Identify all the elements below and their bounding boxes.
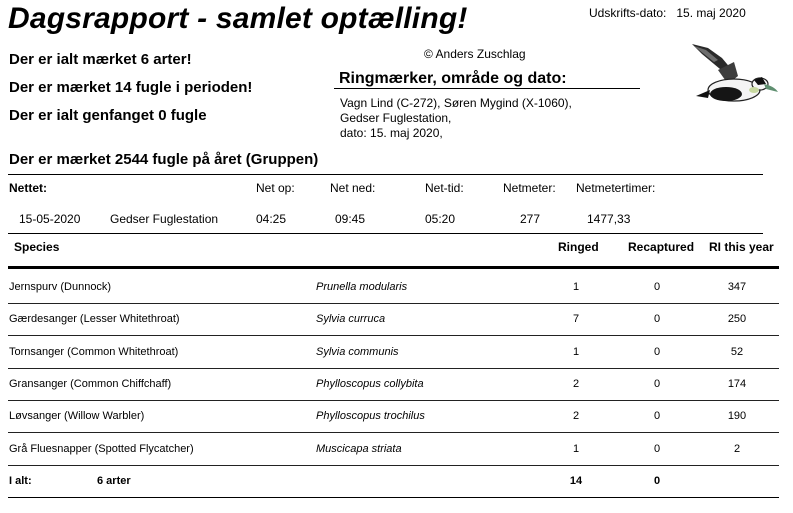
report-title: Dagsrapport - samlet optælling! (8, 2, 468, 35)
net-label: Nettet: (9, 181, 47, 195)
recaptured-count: 0 (653, 313, 661, 326)
ringers-divider (334, 88, 640, 89)
ringers-heading: Ringmærker, område og dato: (339, 70, 567, 87)
ringed-count: 2 (572, 377, 580, 390)
recaptured-count: 0 (653, 345, 661, 358)
col-recaptured: Recaptured (628, 240, 695, 254)
summary-recaptured: Der er ialt genfanget 0 fugle (9, 107, 207, 124)
scientific-name: Phylloscopus collybita (316, 377, 424, 390)
ringed-count: 1 (572, 442, 580, 455)
ringed-count: 7 (572, 313, 580, 326)
total-label: I alt: (9, 475, 32, 487)
recaptured-count: 0 (653, 377, 661, 390)
year-summary: Der er mærket 2544 fugle på året (Gruppen) (9, 151, 319, 168)
net-up-label: Net op: (256, 181, 295, 195)
recaptured-count: 0 (653, 442, 661, 455)
recaptured-count: 0 (653, 410, 661, 423)
table-row-divider (8, 465, 779, 466)
net-down-label: Net ned: (330, 181, 376, 195)
ringers-date: dato: 15. maj 2020, (340, 126, 443, 140)
table-row-divider (8, 400, 779, 401)
print-date (589, 6, 746, 20)
table-row-divider (8, 303, 779, 304)
print-date-value: 15. maj 2020 (676, 6, 746, 20)
table-header-divider (8, 266, 779, 269)
net-time-label: Net-tid: (425, 181, 464, 195)
table-header-top-divider (8, 233, 763, 234)
net-top-divider (8, 174, 763, 175)
net-date: 15-05-2020 (19, 212, 81, 226)
species-name: Gransanger (Common Chiffchaff) (9, 377, 172, 390)
eider-duck-logo (688, 40, 784, 112)
species-name: Tornsanger (Common Whitethroat) (9, 345, 179, 358)
net-meter-label: Netmeter: (503, 181, 556, 195)
species-name: Gærdesanger (Lesser Whitethroat) (9, 313, 180, 326)
col-species: Species (14, 240, 60, 254)
net-time-value: 05:20 (425, 212, 456, 226)
this-year-count: 2 (733, 442, 741, 455)
this-year-count: 250 (727, 313, 747, 326)
this-year-count: 52 (730, 345, 744, 358)
scientific-name: Prunella modularis (316, 281, 408, 293)
scientific-name: Sylvia communis (316, 345, 399, 358)
net-meter-value: 277 (520, 212, 541, 226)
table-bottom-divider (8, 497, 779, 498)
net-down-value: 09:45 (335, 212, 366, 226)
total-species-count: 6 arter (97, 475, 131, 487)
summary-species: Der er ialt mærket 6 arter! (9, 51, 192, 68)
scientific-name: Sylvia curruca (316, 313, 386, 326)
total-recaptured: 0 (653, 475, 661, 487)
table-row-divider (8, 335, 779, 336)
total-ringed: 14 (569, 475, 583, 487)
summary-birds: Der er mærket 14 fugle i perioden! (9, 79, 253, 96)
scientific-name: Phylloscopus trochilus (316, 410, 425, 423)
net-meter-hours-value: 1477,33 (587, 212, 631, 226)
net-meter-hours-label: Netmetertimer: (576, 181, 656, 195)
this-year-count: 190 (727, 410, 747, 423)
scientific-name: Muscicapa striata (316, 442, 402, 455)
species-name: Grå Fluesnapper (Spotted Flycatcher) (9, 442, 194, 455)
species-name: Løvsanger (Willow Warbler) (9, 410, 145, 423)
this-year-count: 347 (727, 281, 747, 293)
net-up-value: 04:25 (256, 212, 287, 226)
ringed-count: 2 (572, 410, 580, 423)
ringed-count: 1 (572, 345, 580, 358)
table-row-divider (8, 432, 779, 433)
recaptured-count: 0 (653, 281, 661, 293)
ringers-names: Vagn Lind (C-272), Søren Mygind (X-1060), (340, 96, 572, 110)
ringers-location: Gedser Fuglestation, (340, 111, 452, 125)
print-date-label: Udskrifts-dato: (589, 6, 667, 20)
copyright: © Anders Zuschlag (424, 47, 526, 61)
ringed-count: 1 (572, 281, 580, 293)
this-year-count: 174 (727, 377, 747, 390)
col-ringed: Ringed (558, 240, 599, 254)
species-name: Jernspurv (Dunnock) (9, 281, 112, 293)
col-this-year: RI this year (709, 240, 774, 254)
table-row-divider (8, 368, 779, 369)
net-location: Gedser Fuglestation (110, 212, 219, 226)
